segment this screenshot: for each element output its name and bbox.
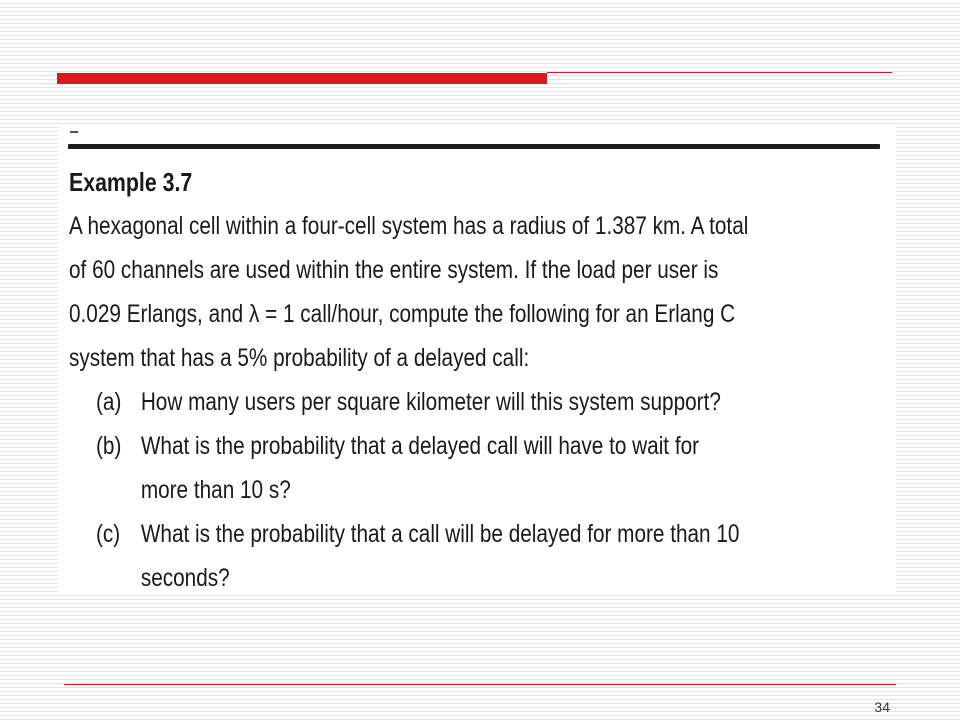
page-number: 34 xyxy=(874,699,890,715)
question-text xyxy=(141,424,699,512)
statement-line: of 60 channels are used within the entire system. If the load per user is xyxy=(69,256,719,284)
statement-line: 0.029 Erlangs, and λ = 1 call/hour, compute the following for an Erlang C xyxy=(69,300,736,328)
title-accent-bar xyxy=(57,73,547,84)
statement-line: system that has a 5% probability of a delayed call: xyxy=(69,344,530,372)
title-rule-line xyxy=(547,72,892,73)
scan-mark xyxy=(70,131,78,133)
problem-statement xyxy=(69,204,896,380)
question-label: (c) xyxy=(96,520,121,548)
question-list xyxy=(96,380,896,594)
question-text xyxy=(141,380,721,424)
question-text xyxy=(141,512,740,594)
question-item xyxy=(96,512,896,594)
question-line: What is the probability that a delayed call will have to wait for xyxy=(140,432,700,460)
question-item xyxy=(96,380,896,424)
question-item xyxy=(96,424,896,512)
question-line: more than 10 s? xyxy=(140,476,291,504)
question-label: (b) xyxy=(96,432,122,460)
question-line: What is the probability that a call will be delayed for more than 10 xyxy=(140,520,740,548)
scanned-textbook-excerpt xyxy=(58,124,896,594)
question-label: (a) xyxy=(96,388,122,416)
example-heading: Example 3.7 xyxy=(69,167,193,197)
statement-line: A hexagonal cell within a four-cell system has a radius of 1.387 km. A total xyxy=(69,212,749,240)
question-line: How many users per square kilometer will this system support? xyxy=(140,388,721,416)
footer-rule-line xyxy=(64,684,896,685)
section-divider-rule xyxy=(68,144,880,149)
question-line: seconds? xyxy=(140,564,230,592)
